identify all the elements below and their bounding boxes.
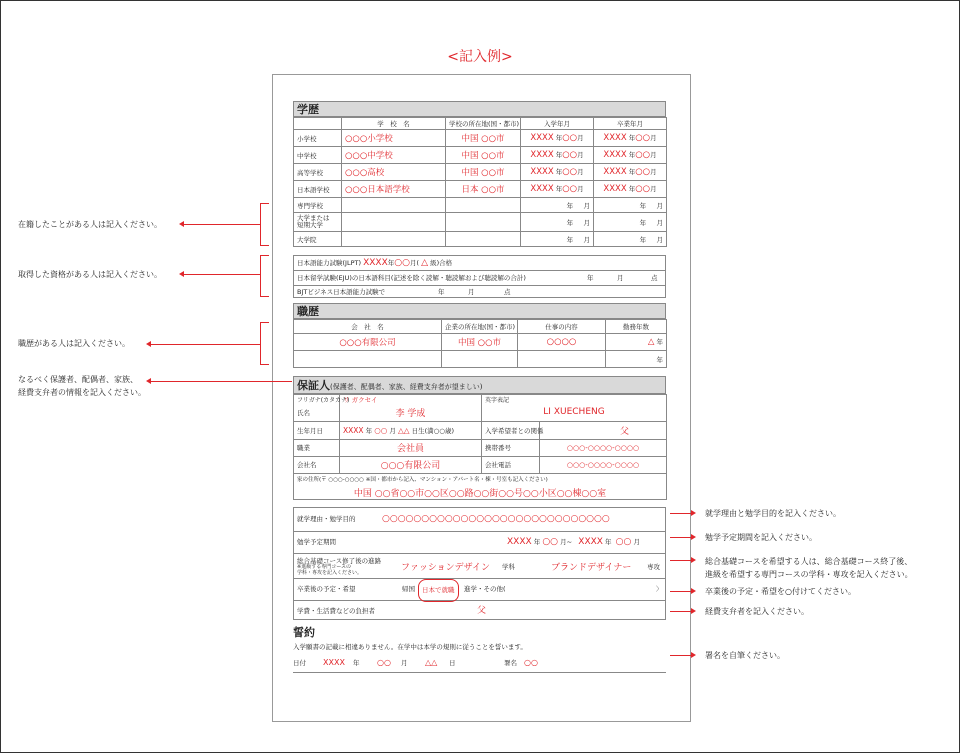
col-school-name: 学 校 名 bbox=[342, 118, 446, 130]
school-name[interactable]: ○○○日本語学校 bbox=[342, 181, 446, 198]
edu-blank-row bbox=[294, 232, 667, 247]
jlpt-year[interactable]: XXXX bbox=[363, 258, 388, 268]
note-period: 勉学予定期間を記入ください。 bbox=[705, 533, 817, 542]
signature-label: 署名 bbox=[504, 659, 517, 667]
month-label: 月 bbox=[633, 538, 640, 546]
period-row bbox=[294, 532, 665, 554]
page-title: <記入例> bbox=[447, 49, 513, 65]
school-name[interactable]: ○○○中学校 bbox=[342, 147, 446, 164]
jlpt-pass-label: 級)合格 bbox=[430, 259, 453, 267]
guarantor-header bbox=[293, 376, 666, 394]
year-label: 年 bbox=[656, 338, 663, 346]
option-further-study[interactable]: 進学・その他( bbox=[464, 585, 506, 593]
guarantor-name[interactable]: 李 学成 bbox=[340, 404, 482, 421]
arrow-left bbox=[183, 224, 260, 225]
month-label: 月 bbox=[577, 134, 584, 142]
reason-label: 就学理由・勉学目的 bbox=[297, 515, 356, 523]
year-label: 年 bbox=[628, 185, 636, 193]
school-location[interactable] bbox=[446, 213, 521, 232]
education-table bbox=[293, 117, 667, 247]
company-value[interactable]: ○○○有限公司 bbox=[340, 456, 482, 473]
year-label: 年 bbox=[628, 151, 636, 159]
oath-section bbox=[293, 624, 666, 673]
entry-year[interactable]: XXXX bbox=[530, 150, 554, 160]
eju-row bbox=[294, 271, 665, 286]
month-label: 月 bbox=[577, 151, 584, 159]
period-start-year[interactable]: XXXX bbox=[507, 537, 532, 547]
month-label: 月 bbox=[583, 235, 590, 244]
edu-row-label: 高等学校 bbox=[294, 164, 342, 181]
col-company-location: 企業の所在地(国・都市) bbox=[442, 320, 518, 334]
edu-row-label: 大学院 bbox=[294, 232, 342, 247]
month-label: 月 bbox=[656, 201, 663, 210]
entry-year[interactable]: XXXX bbox=[530, 184, 554, 194]
period-label: 勉学予定期間 bbox=[297, 538, 336, 546]
work-years[interactable]: △ bbox=[647, 337, 655, 347]
entry-year[interactable]: XXXX bbox=[530, 167, 554, 177]
note-reason: 就学理由と勉学目的を記入ください。 bbox=[705, 509, 841, 518]
arrow-right bbox=[670, 560, 692, 561]
after-grad-row bbox=[294, 579, 665, 601]
grad-year[interactable]: XXXX bbox=[603, 150, 627, 160]
occupation-value[interactable]: 会社員 bbox=[340, 439, 482, 456]
month-label: 月 bbox=[617, 274, 624, 282]
month-label: 月 bbox=[650, 168, 657, 176]
grad-month[interactable]: ○○ bbox=[635, 133, 651, 143]
col-school-location: 学校の所在地(国・都市) bbox=[446, 118, 521, 130]
bracket bbox=[260, 255, 269, 297]
course-row bbox=[294, 554, 665, 579]
year-label: 年 bbox=[656, 355, 663, 364]
edu-row-label: 中学校 bbox=[294, 147, 342, 164]
col-years: 勤務年数 bbox=[606, 320, 667, 334]
school-name[interactable]: ○○○小学校 bbox=[342, 130, 446, 147]
year-label: 年 bbox=[605, 538, 612, 546]
company-location[interactable] bbox=[442, 351, 518, 368]
address-label: 家の住所(〒 ○○○-○○○○ ※国・都市から記入、マンション・アパート名・棟・号室も記入ください) bbox=[297, 476, 548, 483]
bracket bbox=[260, 203, 269, 246]
note-qualification: 取得した資格がある人は記入ください。 bbox=[18, 270, 162, 279]
guarantor-note: (保護者、配偶者、家族、経費支弁者が望ましい) bbox=[330, 383, 483, 391]
year-label: 年 bbox=[566, 218, 574, 227]
year-label: 年 bbox=[555, 134, 563, 142]
company-name[interactable]: ○○○有限公司 bbox=[294, 334, 442, 351]
guarantor-table bbox=[293, 394, 667, 500]
arrow-right bbox=[670, 513, 692, 514]
year-label: 年 bbox=[555, 151, 563, 159]
work-row bbox=[294, 334, 667, 351]
study-plan-box bbox=[293, 507, 666, 620]
month-label: 月 bbox=[583, 218, 590, 227]
arrow-right bbox=[670, 611, 692, 612]
edu-row-label: 専門学校 bbox=[294, 198, 342, 213]
month-label: 月( bbox=[409, 259, 420, 267]
grad-month[interactable]: ○○ bbox=[635, 150, 651, 160]
entry-year[interactable]: XXXX bbox=[530, 133, 554, 143]
furigana-value[interactable]: リ ガクセイ bbox=[340, 395, 482, 405]
reason-row bbox=[294, 508, 665, 532]
month-label: 月 bbox=[650, 151, 657, 159]
points-label: 点 bbox=[504, 288, 511, 296]
payer-row bbox=[294, 601, 665, 621]
entry-month[interactable]: ○○ bbox=[562, 133, 578, 143]
entry-month[interactable]: ○○ bbox=[562, 150, 578, 160]
payer-value[interactable]: 父 bbox=[477, 606, 487, 616]
note-guarantor: なるべく保護者、配偶者、家族、 経費支弁者の情報を記入ください。 bbox=[18, 375, 146, 397]
department-value[interactable]: ファッションデザイン bbox=[401, 563, 491, 573]
relationship-label: 入学希望者との関係 bbox=[482, 421, 540, 439]
department-label: 学科 bbox=[502, 563, 515, 571]
course-note: ※進級する専門コースの 学科・専攻を記入ください。 bbox=[297, 564, 363, 576]
birth-year[interactable]: XXXX bbox=[343, 425, 364, 435]
major-value[interactable]: ブランドデザイナー bbox=[551, 563, 632, 573]
year-label: 年 bbox=[533, 538, 541, 546]
eju-label: 日本留学試験(EJU)の日本語科目(記述を除く読解・聴読解および聴読解の合計) bbox=[297, 274, 526, 282]
grad-month[interactable]: ○○ bbox=[635, 167, 651, 177]
month-label: 月 bbox=[656, 218, 663, 227]
note-course: 総合基礎コースを希望する人は、総合基礎コース終了後、 進級を希望する専門コースの学科・専攻を記入ください。 bbox=[705, 557, 913, 579]
school-location[interactable] bbox=[446, 198, 521, 213]
work-section bbox=[293, 303, 666, 368]
guarantor-title: 保証人 bbox=[297, 379, 330, 392]
furigana-label: フリガナ(カタカナ) bbox=[294, 395, 340, 405]
month-label: 月 bbox=[389, 426, 396, 435]
occupation-label: 職業 bbox=[294, 439, 340, 456]
course-label: 総合基礎コース修了後の進路 bbox=[297, 557, 382, 565]
edu-row bbox=[294, 181, 667, 198]
year-label: 年 bbox=[639, 201, 647, 210]
jlpt-row bbox=[294, 256, 665, 271]
edu-row bbox=[294, 130, 667, 147]
month-label: 月 bbox=[650, 185, 657, 193]
option-work-japan-selected[interactable]: 日本で就職 bbox=[418, 579, 459, 602]
period-start-month[interactable]: ○○ bbox=[542, 537, 559, 547]
month-label: 月 bbox=[650, 134, 657, 142]
birthdate-label: 生年月日 bbox=[294, 421, 340, 439]
relationship-value[interactable]: 父 bbox=[540, 421, 667, 439]
reason-value[interactable]: ○○○○○○○○○○○○○○○○○○○○○○○○○○○○○ bbox=[382, 514, 610, 524]
jlpt-label: 日本語能力試験(JLPT) bbox=[297, 259, 362, 267]
school-name[interactable]: ○○○高校 bbox=[342, 164, 446, 181]
note-after-grad: 卒業後の予定・希望を○付けてください。 bbox=[705, 587, 856, 596]
year-label: 年 bbox=[639, 235, 647, 244]
school-location[interactable]: 中国 ○○市 bbox=[446, 164, 521, 181]
date-label: 日付 bbox=[293, 659, 306, 667]
oath-month[interactable]: ○○ bbox=[377, 658, 391, 667]
oath-year[interactable]: XXXX bbox=[323, 658, 345, 667]
company-phone-label: 会社電話 bbox=[482, 456, 540, 473]
month-label: 月 bbox=[656, 235, 663, 244]
application-sheet bbox=[272, 74, 691, 722]
grad-year[interactable]: XXXX bbox=[603, 133, 627, 143]
education-section bbox=[293, 101, 666, 247]
note-signature: 署名を自筆ください。 bbox=[705, 651, 785, 660]
grad-month[interactable]: ○○ bbox=[635, 184, 651, 194]
col-company: 会 社 名 bbox=[294, 320, 442, 334]
year-label: 年 bbox=[365, 426, 373, 435]
bjt-label: BJTビジネス日本語能力試験で bbox=[297, 288, 386, 296]
entry-month[interactable]: ○○ bbox=[562, 167, 578, 177]
job-content[interactable]: ○○○○ bbox=[518, 334, 606, 351]
oath-day[interactable]: △△ bbox=[425, 658, 438, 667]
year-label: 年 bbox=[639, 218, 647, 227]
points-label: 点 bbox=[651, 274, 658, 282]
col-entry-date: 入学年月 bbox=[521, 118, 594, 130]
oath-text: 入学願書の記載に相違ありません。在学中は本学の規則に従うことを誓います。 bbox=[293, 643, 527, 651]
work-table bbox=[293, 319, 667, 368]
year-label: 年 bbox=[555, 168, 563, 176]
arrow-left bbox=[150, 381, 292, 382]
company-phone-value[interactable]: ○○○-○○○○-○○○○ bbox=[540, 456, 667, 473]
year-label: 年 bbox=[387, 259, 395, 267]
note-education: 在籍したことがある人は記入ください。 bbox=[18, 220, 162, 229]
edu-row bbox=[294, 164, 667, 181]
school-name[interactable] bbox=[342, 232, 446, 247]
mobile-label: 携帯番号 bbox=[482, 439, 540, 456]
edu-row-label: 日本語学校 bbox=[294, 181, 342, 198]
year-label: 年 bbox=[628, 134, 636, 142]
birth-tail-label: 日生(満○○歳) bbox=[411, 426, 455, 435]
birth-month[interactable]: ○○ bbox=[374, 425, 388, 435]
month-label: 月 bbox=[468, 288, 475, 296]
note-work: 職歴がある人は記入ください。 bbox=[18, 339, 130, 348]
month-label: 月 bbox=[577, 185, 584, 193]
period-to-label: 月~ bbox=[560, 538, 573, 546]
guarantor-english-name[interactable]: LI XUECHENG bbox=[482, 404, 667, 421]
school-location[interactable]: 日本 ○○市 bbox=[446, 181, 521, 198]
year-label: 年 bbox=[587, 274, 594, 282]
edu-blank-row bbox=[294, 198, 667, 213]
work-header: 職歴 bbox=[293, 303, 666, 319]
school-location[interactable]: 中国 ○○市 bbox=[446, 147, 521, 164]
arrow-left bbox=[150, 344, 260, 345]
work-row bbox=[294, 351, 667, 368]
edu-blank-row bbox=[294, 213, 667, 232]
month-label: 月 bbox=[577, 168, 584, 176]
arrow-right bbox=[670, 537, 692, 538]
month-label: 月 bbox=[401, 659, 408, 667]
jlpt-month[interactable]: ○○ bbox=[394, 258, 410, 268]
year-label: 年 bbox=[555, 185, 563, 193]
oath-sign-line bbox=[293, 658, 666, 673]
close-paren: 〉 bbox=[656, 585, 663, 593]
year-label: 年 bbox=[566, 235, 574, 244]
edu-row-label: 大学または 短期大学 bbox=[294, 213, 342, 232]
bracket bbox=[260, 322, 269, 365]
grad-year[interactable]: XXXX bbox=[603, 167, 627, 177]
entry-month[interactable]: ○○ bbox=[562, 184, 578, 194]
job-content[interactable] bbox=[518, 351, 606, 368]
option-return-home[interactable]: 帰国 bbox=[402, 585, 415, 593]
note-payer: 経費支弁者を記入ください。 bbox=[705, 607, 809, 616]
english-name-label: 英字表記 bbox=[482, 395, 667, 405]
bjt-row bbox=[294, 286, 665, 299]
signature-value[interactable]: ○○ bbox=[524, 658, 538, 667]
birth-day[interactable]: △△ bbox=[397, 425, 410, 435]
jlpt-level[interactable]: △ bbox=[421, 258, 429, 268]
education-header: 学歴 bbox=[293, 101, 666, 117]
arrow-left bbox=[183, 274, 260, 275]
col-grad-date: 卒業年月 bbox=[594, 118, 667, 130]
school-location[interactable] bbox=[446, 232, 521, 247]
address-value[interactable]: 中国 ○○省○○市○○区○○路○○街○○号○○小区○○棟○○室 bbox=[353, 488, 607, 499]
mobile-value[interactable]: ○○○-○○○○-○○○○ bbox=[540, 439, 667, 456]
arrow-right bbox=[670, 591, 692, 592]
name-label: 氏名 bbox=[294, 404, 340, 421]
major-label: 専攻 bbox=[647, 563, 660, 571]
col-job-content: 仕事の内容 bbox=[518, 320, 606, 334]
qualification-box bbox=[293, 255, 666, 298]
company-name[interactable] bbox=[294, 351, 442, 368]
company-label: 会社名 bbox=[294, 456, 340, 473]
edu-row-label: 小学校 bbox=[294, 130, 342, 147]
year-label: 年 bbox=[628, 168, 636, 176]
year-label: 年 bbox=[438, 288, 445, 296]
company-location[interactable]: 中国 ○○市 bbox=[442, 334, 518, 351]
arrow-right bbox=[670, 655, 692, 656]
school-name[interactable] bbox=[342, 198, 446, 213]
year-label: 年 bbox=[353, 659, 360, 667]
month-label: 月 bbox=[583, 201, 590, 210]
after-grad-label: 卒業後の予定・希望 bbox=[297, 585, 356, 593]
period-end-month[interactable]: ○○ bbox=[615, 537, 632, 547]
edu-row bbox=[294, 147, 667, 164]
payer-label: 学費・生活費などの負担者 bbox=[297, 607, 375, 615]
school-name[interactable] bbox=[342, 213, 446, 232]
school-location[interactable]: 中国 ○○市 bbox=[446, 130, 521, 147]
guarantor-section bbox=[293, 376, 666, 500]
year-label: 年 bbox=[566, 201, 574, 210]
period-end-year[interactable]: XXXX bbox=[578, 537, 603, 547]
oath-header: 誓約 bbox=[293, 626, 315, 639]
grad-year[interactable]: XXXX bbox=[603, 184, 627, 194]
day-label: 日 bbox=[449, 659, 456, 667]
